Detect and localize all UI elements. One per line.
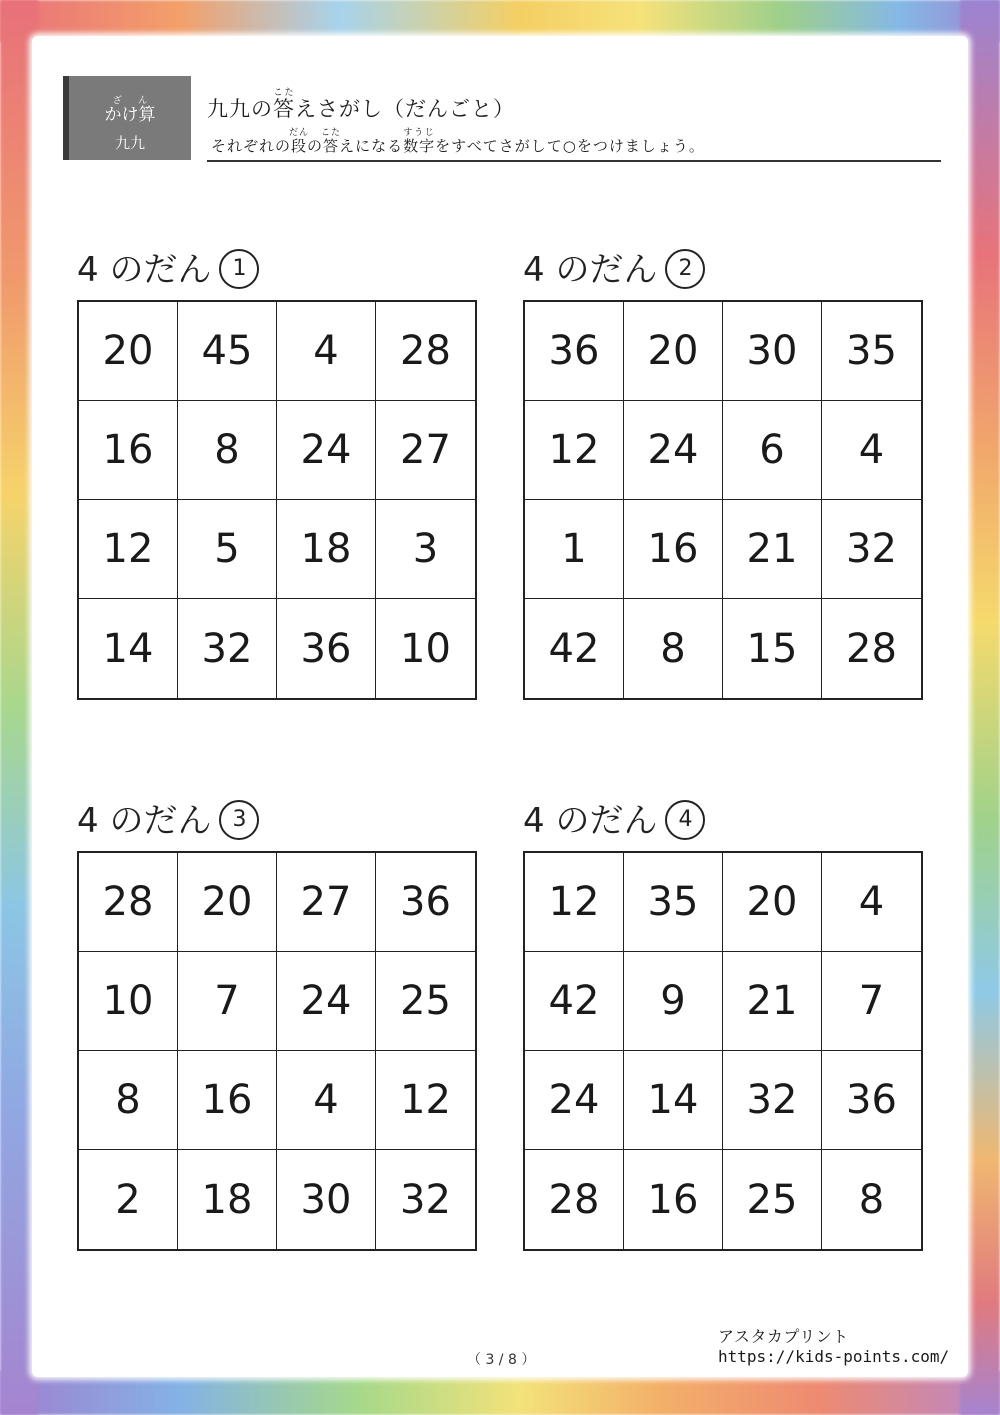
grid-cell[interactable]: 28 bbox=[376, 302, 475, 401]
number-grid bbox=[523, 851, 923, 1251]
category-tag-top: かけ算ざん bbox=[104, 96, 156, 125]
grid-cell[interactable]: 4 bbox=[822, 853, 921, 952]
site-name: アスタカプリント bbox=[718, 1327, 849, 1346]
grid-cell[interactable]: 32 bbox=[822, 500, 921, 599]
grid-cell[interactable]: 36 bbox=[525, 302, 624, 401]
instructions: それぞれの段だんの答こたえになる数字すうじをすべてさがして○をつけましょう。 bbox=[211, 128, 705, 155]
puzzle-number-badge: 2 bbox=[665, 249, 705, 289]
title-area bbox=[207, 76, 941, 162]
grid-cell[interactable]: 4 bbox=[277, 1051, 376, 1150]
grid-cell[interactable]: 24 bbox=[277, 401, 376, 500]
grid-cell[interactable]: 20 bbox=[723, 853, 822, 952]
grid-cell[interactable]: 28 bbox=[79, 853, 178, 952]
grid-cell[interactable]: 25 bbox=[376, 952, 475, 1051]
grid-cell[interactable]: 14 bbox=[624, 1051, 723, 1150]
grid-cell[interactable]: 27 bbox=[277, 853, 376, 952]
puzzle-number-badge: 1 bbox=[219, 249, 259, 289]
grid-cell[interactable]: 1 bbox=[525, 500, 624, 599]
puzzle-number-badge: 3 bbox=[219, 800, 259, 840]
grid-cell[interactable]: 8 bbox=[624, 599, 723, 698]
grid-cell[interactable]: 20 bbox=[178, 853, 277, 952]
grid-cell[interactable]: 42 bbox=[525, 599, 624, 698]
puzzle-heading: 4 のだん 2 bbox=[523, 242, 705, 292]
grid-cell[interactable]: 35 bbox=[624, 853, 723, 952]
grid-cell[interactable]: 24 bbox=[525, 1051, 624, 1150]
grid-cell[interactable]: 24 bbox=[277, 952, 376, 1051]
category-tag-bottom: 九九 bbox=[114, 134, 145, 152]
grid-cell[interactable]: 12 bbox=[525, 853, 624, 952]
grid-cell[interactable]: 28 bbox=[846, 625, 897, 672]
grid-cell[interactable]: 28 bbox=[525, 1150, 624, 1249]
grid-cell[interactable]: 18 bbox=[178, 1150, 277, 1249]
grid-cell[interactable]: 5 bbox=[178, 500, 277, 599]
grid-cell[interactable]: 12 bbox=[79, 500, 178, 599]
grid-cell[interactable]: 8 bbox=[178, 401, 277, 500]
number-grid bbox=[523, 300, 923, 700]
grid-cell[interactable]: 32 bbox=[178, 599, 277, 698]
grid-cell[interactable]: 8 bbox=[79, 1051, 178, 1150]
category-tag bbox=[63, 76, 191, 160]
grid-cell[interactable]: 21 bbox=[723, 952, 822, 1051]
number-grid bbox=[77, 851, 477, 1251]
grid-cell[interactable]: 25 bbox=[723, 1150, 822, 1249]
site-url[interactable]: https://kids-points.com/ bbox=[718, 1347, 950, 1366]
grid-cell[interactable]: 10 bbox=[79, 952, 178, 1051]
grid-cell[interactable]: 12 bbox=[525, 401, 624, 500]
grid-cell[interactable]: 27 bbox=[376, 401, 475, 500]
grid-cell[interactable]: 30 bbox=[723, 302, 822, 401]
grid-cell[interactable]: 2 bbox=[79, 1150, 178, 1249]
grid-cell[interactable]: 42 bbox=[525, 952, 624, 1051]
grid-cell[interactable]: 7 bbox=[822, 952, 921, 1051]
grid-cell[interactable]: 24 bbox=[624, 401, 723, 500]
page-number: （ 3 / 8 ） bbox=[467, 1352, 536, 1368]
grid-cell[interactable]: 36 bbox=[277, 599, 376, 698]
grid-cell[interactable]: 36 bbox=[822, 1051, 921, 1150]
grid-cell[interactable]: 6 bbox=[723, 401, 822, 500]
grid-cell[interactable]: 32 bbox=[400, 1176, 451, 1223]
grid-cell[interactable]: 4 bbox=[822, 401, 921, 500]
grid-cell[interactable]: 16 bbox=[79, 401, 178, 500]
grid-cell[interactable]: 36 bbox=[376, 853, 475, 952]
puzzle-heading: 4 のだん 1 bbox=[77, 242, 259, 292]
puzzle-number-badge: 4 bbox=[665, 800, 705, 840]
puzzle-heading: 4 のだん 3 bbox=[77, 793, 259, 843]
frame-bottom-edge bbox=[0, 1371, 1000, 1415]
number-grid bbox=[77, 300, 477, 700]
grid-cell[interactable]: 12 bbox=[376, 1051, 475, 1150]
grid-cell[interactable]: 16 bbox=[624, 1150, 723, 1249]
grid-cell[interactable]: 21 bbox=[723, 500, 822, 599]
grid-cell[interactable]: 9 bbox=[624, 952, 723, 1051]
grid-cell[interactable]: 16 bbox=[624, 500, 723, 599]
grid-cell[interactable]: 35 bbox=[822, 302, 921, 401]
grid-cell[interactable]: 7 bbox=[178, 952, 277, 1051]
grid-cell[interactable]: 20 bbox=[624, 302, 723, 401]
page-title: 九九の答こたえさがし（だんごと） bbox=[207, 88, 515, 121]
puzzle-heading: 4 のだん 4 bbox=[523, 793, 705, 843]
grid-cell[interactable]: 30 bbox=[277, 1150, 376, 1249]
grid-cell[interactable]: 14 bbox=[79, 599, 178, 698]
grid-cell[interactable]: 4 bbox=[277, 302, 376, 401]
grid-cell[interactable]: 3 bbox=[376, 500, 475, 599]
grid-cell[interactable]: 15 bbox=[723, 599, 822, 698]
grid-cell[interactable]: 8 bbox=[858, 1176, 885, 1223]
grid-cell[interactable]: 16 bbox=[178, 1051, 277, 1150]
grid-cell[interactable]: 18 bbox=[277, 500, 376, 599]
worksheet-header bbox=[63, 76, 941, 162]
grid-cell[interactable]: 45 bbox=[178, 302, 277, 401]
grid-cell[interactable]: 20 bbox=[79, 302, 178, 401]
grid-cell[interactable]: 10 bbox=[400, 625, 451, 672]
grid-cell[interactable]: 32 bbox=[723, 1051, 822, 1150]
